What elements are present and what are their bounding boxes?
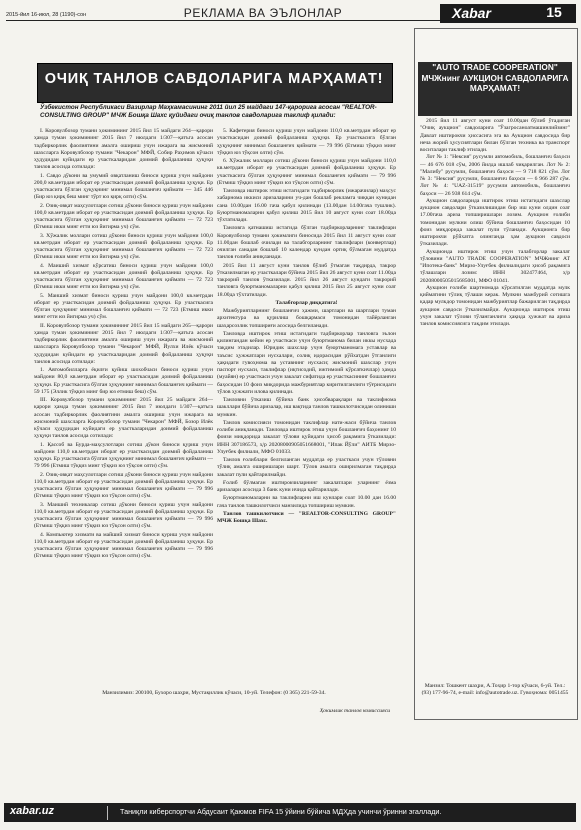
article-column-1	[34, 128, 213, 648]
paragraph: Аукцион ғолиби шартномада кўрсатилган муддатда мулк қийматини тўлиқ тўлаши керак. Мулкни мажбурий сотишга қадар мулкдор томонидан мажбуриятлар бажарилган тақдирда аукцион савдоси ўтказилмайди. Аукционда иштирок этиш учун закалат тўлови тўланганлиги ҳақида ҳужжат ва ариза танлов комиссиясига тақдим этилади.	[420, 284, 570, 327]
paragraph: Танловни ўтказиш бўйича банк ҳисобварақлари ва таклифнома шакллари бўйича аризалар, иш вақтида танлов ташкилотчисидан олиниши мумкин.	[217, 397, 396, 418]
paragraph: 2. Озиқ-овқат маҳсулотлари сотиш дўкони биноси қуриш учун майдони 100,0 кв.метрдан иборат ер участкасидан доимий фойдаланиш ҳуқуқи. Ер участкасига бўлган ҳуқуқнинг минимал бошланғич қиймати — 72 723 (Етмиш икки минг етти юз йигирма уч) сўм.	[34, 202, 213, 231]
paragraph: 5. Маиший хизмат биноси қуриш учун майдони 100,0 кв.метрдан иборат ер участкасидан доимий фойдаланиш ҳуқуқи. Ер участкасига бўлган ҳуқуқнинг минимал бошланғич қиймати — 72 723 (Етмиш икки минг етти юз йигирма уч) сўм.	[34, 292, 213, 321]
section-title: РЕКЛАМА ВА ЭЪЛОНЛАР	[183, 6, 343, 20]
paragraph: Мажбуриятларнинг бошланғич ҳажми, шартлари ва шартлари туман архитектура ва қурилиш бошқармаси томонидан тайёрланган шаҳарсозлик топшириғи асосида белгиланади.	[217, 308, 396, 329]
brand-logo: Xabar	[452, 5, 491, 21]
paragraph: 3. Хўжалик моллари сотиш дўкони биноси қуриш учун майдони 100,0 кв.метрдан иборат ер участкасидан доимий фойдаланиш ҳуқуқи. Ер участкасига бўлган ҳуқуқнинг минимал бошланғич қиймати — 72 723 (Етмиш икки минг етти юз йигирма уч) сўм.	[34, 232, 213, 261]
paragraph: II. Коровулбозор тумани ҳокимининг 2015 йил 15 майдаги 265—қарори ҳамда туман ҳокимининг 2015 йил 7 июлдаги 1/307—қатъга асосан тадбиркорлик фаолиятини амалга ошириш учун ижарага ва жисмоний шахсларга Коровулбозор тумани "Чекарон" МФЙ, Йулхи Илёк кўчаси ҳудудидан куйидаги ер участкаларидан доимий фойдаланиш ҳуқуқи танлов асосида сотилади:	[34, 322, 213, 365]
paragraph: III. Коровулбозор тумани ҳокимининг 2015 йил 25 майдаги 264—қарори ҳамда туман ҳокимининг 2015 йил 7 июлдаги 1/307—қатъга асосан тадбиркорлик фаолиятини амалга ошириш учун ижарага ва жисмоний шахсларга Коровулбозор тумани "Чекарон" МФЙ, Бозор Илёк кўчаси ҳудудидан куйидаги ер участкаларидан доимий фойдаланиш ҳуқуқи танлов асосида сотилади:	[34, 397, 213, 440]
article-column-2	[217, 128, 396, 683]
paragraph: Танловда иштирок этиш истагидаги тадбиркорлик (ижарачилар) маҳсус хабарнома иккиси аризаларини уч-дан бошлаб рекламга чиққан кунидан сана 10.00дан 16.00 гача қабул қилинади (13.00дан 14.00гача тушлик). Буюртманомаларни қабул қилиш 2015 йил 10 август куни соат 18.00да тўхтатилади.	[217, 188, 396, 223]
paragraph: 4. Компьютер хизмати ва майший хизмат биноси қуриш учун майдони 110,0 кв.метрдан иборат ер участкасидан доимий фойдаланиш ҳуқуқи. Ер участкасига бўлган ҳуқуқнинг минимал бошланғич қиймати — 79 996 (Етмиш тўққиз минг тўққиз юз тўқсон олти) сўм.	[34, 531, 213, 560]
paragraph: Танлов комиссияси томонидан таклифлар нати-жаси бўйича танлов ғолиби аниқланади. Танловда иштирок этиш учун бошланғич баҳонинг 10 фоизи миқдорида закалат тўлови қуйидаги ҳисоб рақамига ўтказилади: ИНН 307186573, ҳ/р 20208000905051668001, "Ипак Йўли" АИТБ Мирзо-Улуғбек филиали, МФО 01033.	[217, 419, 396, 455]
paragraph: 1. Қассоб ва Бурда-маҳсулотлари сотиш дўкон биноси қуриш учун майдони 110,0 кв.метрдан иборат ер участкасидан доимий фойдаланиш ҳуқуқи. Ер участкасига бўлган ҳуқуқнинг минимал бошланғич қиймати — 79 996 (Етмиш тўққиз минг тўққиз юз тўқсон олти) сўм.	[34, 441, 213, 470]
paragraph: Аукционда иштирок этиш учун талабгорлар закалат тўловини "AUTO TRADE COOPERATION" МЧЖнинг АТ "Ипотека-банк" Мирзо-Улуғбек филиалидаги ҳисоб рақамига тўлашлари лозим: ИНН 302477464, ҳ/р 20208000505015685001, МФО 01041.	[420, 248, 570, 284]
paragraph: Аукцион савдоларида иштирок этиш истагидаги шахслар аукцион савдолари ўтказилишидан бир иш куни олдин соат 17.00гача ариза топширишлари лозим. Аукцион ғолиби томонидан мулкни олиш бўйича бошланғич баҳосидан 10 фоиз миқдорида закалат пули тўланади. Аукционга бир иштирокчи рўйхатга олинганда ҳам аукцион савдоси ўтказилади.	[420, 197, 570, 248]
issue-date: 2015-йил 16-июл, 28 (1190)-сон	[6, 12, 87, 18]
sidebar-headline: "AUTO TRADE COOPERATION" МЧЖнинг АУКЦИОН САВДОЛАРИГА МАРҲАМАТ!	[421, 62, 569, 93]
paragraph: 4. Маиший хизмат кўрсатиш биноси қуриш учун майдони 100,0 кв.метрдан иборат ер участкасидан доимий фойдаланиш ҳуқуқи. Ер участкасига бўлган ҳуқуқнинг минимал бошланғич қиймати — 72 723 (Етмиш икки минг етти юз йигирма уч) сўм.	[34, 262, 213, 291]
contact-info: Манзилимиз: 200100, Бухоро шаҳри, Мустақиллик кўчаси, 10-уй. Телефон: (0 365) 221-59-34.	[102, 690, 326, 696]
paragraph: Танловда иштирок этиш истагидаги тадбиркорлар танловга эълон қилингандан кейин ер участкаси учун буюртманома билан иккы нусхада тақдим этадилар. Юридик шахслар учун буюртманомага уставлар ва таъсис ҳужжатлари нусхалари, солиқ идорасидан рўйхатдан ўтганлиги ҳақидаги гувоҳнома ва уставнинг нусхаси; жисмоний шахслар учун паспорт нусхаси, таклифлар (иқтисодий, ижтимоий кўрсаткичлар) ҳамда (муайян) ер участкаси учун закалат сифатида ер участкасининг бошланғич баҳосидан 10 фоиз миқдорида мажбуриятлар киритилганлиги тўғрисидаги тўлов ҳужжати илова қилинади.	[217, 330, 396, 395]
paragraph: 1. Автомобилларга ёқилғи қуйиш шохобчаси биноси қуриш учун майдони 80,0 кв.метрдан иборат ер участкасидан доимий фойдаланиш ҳуқуқи. Ер участкасига бўлган ҳуқуқнинг минимал бошланғич қиймати — 59 175 (Эллик тўққиз минг бир юз етмиш беш) сўм.	[34, 367, 213, 395]
paragraph: 3. Маиший техникалар сотиш дўкони биноси қуриш учун майдони 110,0 кв.метрдан иборат ер участкасидан доимий фойдаланиш ҳуқуқи. Ер участкасига бўлган ҳуқуқнинг минимал бошланғич қиймати — 79 996 (Етмиш тўққиз минг тўққиз юз тўқсон олти) сўм.	[34, 501, 213, 530]
footer-site-link[interactable]: xabar.uz	[10, 805, 55, 817]
headline: ОЧИҚ ТАНЛОВ САВДОЛАРИГА МАРҲАМАТ!	[44, 71, 384, 87]
paragraph: 2015 йил 11 август куни танлов бўлиб ўтмаган тақдирда, такрор ўтказилмаган ер участкалари бўйича 2015 йил 26 август куни соат 11.00да такрорий танлов ўтказилади. 2015 йил 26 август кундаги такрорий танловга буюртманомаларни қабул қилиш 2015 йил 25 август куни соат 18.00да тўхтатилади.	[217, 262, 396, 298]
paragraph: 2. Озиқ-овқат маҳсулотлари сотиш дўкони биноси қуриш учун майдони 110,0 кв.метрдан иборат ер участкасидан доимий фойдаланиш ҳуқуқи. Ер участкасига бўлган ҳуқуқнинг минимал бошланғич қиймати — 79 996 (Етмиш тўққиз минг тўққиз юз тўқсон олти) сўм.	[34, 471, 213, 500]
footer-divider	[107, 806, 108, 820]
column-subheading: Талабгорлар диққатига!	[275, 299, 338, 306]
signature: Ҳокимлик танлов комиссияси	[319, 708, 390, 714]
page-number: 15	[546, 4, 562, 20]
paragraph: I. Коровулбозор тумани ҳокимининг 2015 йил 15 майдаги 264—қарори ҳамда туман ҳокимининг 2015 йил 7 июлдаги 1/307—қатъга асосан тадбиркорлик фаолиятини амалга ошириш учун ижарага ва жисмоний шахсларга Коровулбозор тумани "Чекарон" МФЙ, Собир Раҳимов кўчаси ҳудудидан куйидаги ер участкаларидан доимий фойдаланиш ҳуқуқи танлов асосида сотилади:	[34, 128, 213, 171]
paragraph: Танловга қатнашиш истагида бўлган тадбиркорларнинг таклифлари Коровулбозор тумани ҳокимлиги биносида 2015 йил 11 август куни соат 11.00дан бошлаб очилади ва талабгорларнинг таклифлари (конвертлар) очилган санадан бошлаб 10 календар кундан ортиқ бўлмаган муддатда танлов ғолиби аниқланади.	[217, 225, 396, 261]
paragraph: 6. Хўжалик моллари сотиш дўкони биноси қуриш учун майдони 110,0 кв.метрдан иборат ер участкасидан доимий фойдаланиш ҳуқуқи. Ер участкасига бўлган ҳуқуқнинг минимал бошланғич қиймати — 79 996 (Етмиш тўққиз минг тўққиз юз тўқсон олти) сўм.	[217, 158, 396, 186]
footer-news-ticker: Таниқли киберспортчи Абдусаит Қаюмов FIFA 15 ўйини бўйича МДҲда учинчи ўринни эгаллади.	[120, 807, 442, 816]
headline-subtitle: Ўзбекистон Республикаси Вазирлар Маҳкамасининг 2011 йил 25 майдаги 147-қарорига асосан "REALTOR-CONSULTING GROUP" МЧЖ Бошқа Шахс қуйидаги очиқ танлов савдоларига таклиф қилади:	[40, 104, 377, 119]
paragraph: Лот № 1: "Нексия" русумли автомобиль, бошланғич баҳоси — 46 676 018 сўм, 2006 йилда ишлаб чиқарилган. Лот № 2: "Малибу" русумли, бошланғич баҳоси — 9 718 821 сўм. Лот № 3: "Нексия" русумли, бошланғич баҳоси — 6 966 287 сўм. Лот № 4: "UAZ-31519" русумли автомобиль, бошланғич баҳоси — 26 938 614 сўм.	[420, 154, 570, 197]
paragraph: Ғолиб бўлмаган иштирокчиларнинг закалатлари уларнинг ёзма аризалари асосида 3 банк куни ичида қайтарилади.	[217, 479, 396, 493]
sidebar-contact: Манзил: Тошкент шаҳри, А.Тоҳир 1-тор кўчаси, 6-уй. Тел.: (93) 177-96-74, e-mail: info@autotrade.uz. Гувоҳнома: 0051455	[421, 683, 569, 696]
sidebar-column	[420, 118, 570, 683]
paragraph: Буюртманомаларни ва таклифларни иш кунлари соат 10.00 дан 16.00 гача танлов ташкилотчиси манзилида топшириш мумкин.	[217, 495, 396, 509]
paragraph: 1. Савдо дўкони ва умумий овқатланиш биноси қуриш учун майдони 200,0 кв.метрдан иборат ер участкасидан доимий фойдаланиш ҳуқуқи. Ер участкасига бўлган ҳуқуқнинг минимал бошланғич қиймати — 345 446 (Бир юз қирқ беш минг тўрт юз қирқ олти) сўм.	[34, 172, 213, 201]
paragraph: 5. Кафетерия биноси қуриш учун майдони 110,0 кв.метрдан иборат ер участкасидан доимий фойдаланиш ҳуқуқи. Ер участкасига бўлган ҳуқуқнинг минимал бошланғич қиймати — 79 996 (Етмиш тўққиз минг тўққиз юз тўқсон олти) сўм.	[217, 128, 396, 156]
paragraph: 2015 йил 11 август куни соат 10.00дан бўлиб ўтадиган "Очиқ аукцион" савдоларига "Ўзагросаноатмашинлийзинг" Давлат иштирокчи ҳиссасига эга ва Аукцион савдосида бир неча жорий ҳусусиятлари билан бўлган техника ва транспорт воситалари таклиф этилади.	[420, 118, 570, 153]
paragraph: Танлов ғолиблари белгиланган муддатда ер участкаси учун тўловни тўлиқ амалга оширишлари шарт. Тўлов амалга оширилмаган тақдирда закалат пули қайтарилмайди.	[217, 457, 396, 478]
header-rule	[6, 20, 486, 21]
organizer-line: Танлов ташкилотчиси — "REALTOR-CONSULTING GROUP" МЧЖ Бошқа Шахс.	[217, 510, 396, 524]
